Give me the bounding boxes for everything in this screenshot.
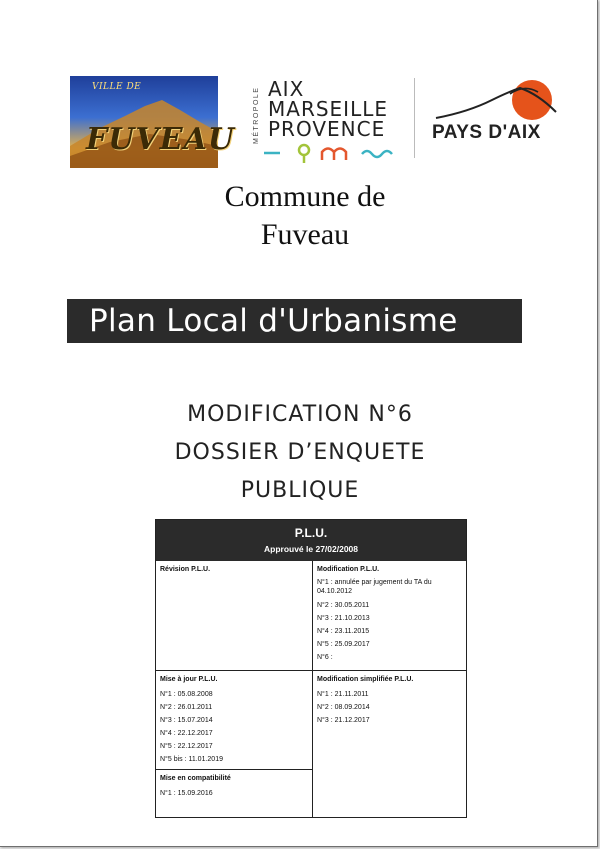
list-item: N°1 : 21.11.2011 xyxy=(317,691,369,698)
fuveau-ville-de: VILLE DE xyxy=(92,82,142,92)
fuveau-logo xyxy=(70,76,236,168)
commune-line-1: Commune de xyxy=(224,180,386,213)
list-item: N°1 : 05.08.2008 xyxy=(160,691,213,698)
modification-line-1: MODIFICATION N°6 xyxy=(187,402,413,427)
mise-en-compatibilite-cell xyxy=(156,770,313,817)
list-item: N°4 : 23.11.2015 xyxy=(317,628,370,635)
list-item: N°5 : 25.09.2017 xyxy=(317,641,370,648)
plu-table-title: P.L.U. xyxy=(294,526,328,540)
list-item: N°2 : 26.01.2011 xyxy=(160,704,213,711)
plu-table-subtitle: Approuvé le 27/02/2008 xyxy=(263,544,359,554)
metropole-line-marseille: MARSEILLE xyxy=(268,97,388,121)
mise-en-compatibilite-heading: Mise en compatibilité xyxy=(160,775,231,782)
list-item: N°3 : 21.12.2017 xyxy=(317,717,370,724)
plu-history-table xyxy=(155,519,467,818)
modification-simplifiee-cell xyxy=(313,671,466,817)
revision-cell xyxy=(156,561,313,671)
plu-table-body xyxy=(156,561,466,817)
pays-aix-sun-icon xyxy=(428,78,568,128)
revision-heading: Révision P.L.U. xyxy=(160,566,211,573)
pays-aix-name: PAYS D'AIX xyxy=(432,122,541,143)
mise-a-jour-cell xyxy=(156,671,313,770)
modification-line-2: DOSSIER D’ENQUETE xyxy=(174,440,426,465)
metropole-logo xyxy=(252,74,402,166)
metropole-line-aix: AIX xyxy=(268,77,305,101)
metropole-vertical-label: MÉTROPOLE xyxy=(253,86,260,144)
pays-aix-logo xyxy=(428,78,568,148)
list-item: N°2 : 08.09.2014 xyxy=(317,704,370,711)
modification-plu-heading: Modification P.L.U. xyxy=(317,566,380,573)
list-item: N°3 : 15.07.2014 xyxy=(160,717,213,724)
modification-heading xyxy=(110,396,490,510)
commune-line-2: Fuveau xyxy=(260,218,350,251)
plu-table-header xyxy=(156,520,466,561)
commune-title xyxy=(150,178,460,254)
list-item: N°4 : 22.12.2017 xyxy=(160,730,213,737)
modification-simplifiee-heading: Modification simplifiée P.L.U. xyxy=(317,676,414,683)
list-item: N°1 : annulée par jugement du TA du 04.10.2012 xyxy=(317,579,432,595)
list-item: N°3 : 21.10.2013 xyxy=(317,615,370,622)
modification-cell xyxy=(313,561,466,671)
logo-separator xyxy=(414,78,415,158)
list-item: N°5 : 22.12.2017 xyxy=(160,743,213,750)
list-item: N°6 : xyxy=(317,654,333,661)
list-item: N°5 bis : 11.01.2019 xyxy=(160,756,223,763)
mise-a-jour-heading: Mise à jour P.L.U. xyxy=(160,676,218,683)
plu-banner-title: Plan Local d'Urbanisme xyxy=(67,299,522,343)
modification-line-3: PUBLIQUE xyxy=(240,478,360,503)
list-item: N°2 : 30.05.2011 xyxy=(317,602,370,609)
metropole-line-provence: PROVENCE xyxy=(268,117,386,141)
metropole-symbols-icon xyxy=(258,142,398,164)
list-item: N°1 : 15.09.2016 xyxy=(160,790,213,797)
fuveau-name: FUVEAU xyxy=(86,122,236,157)
